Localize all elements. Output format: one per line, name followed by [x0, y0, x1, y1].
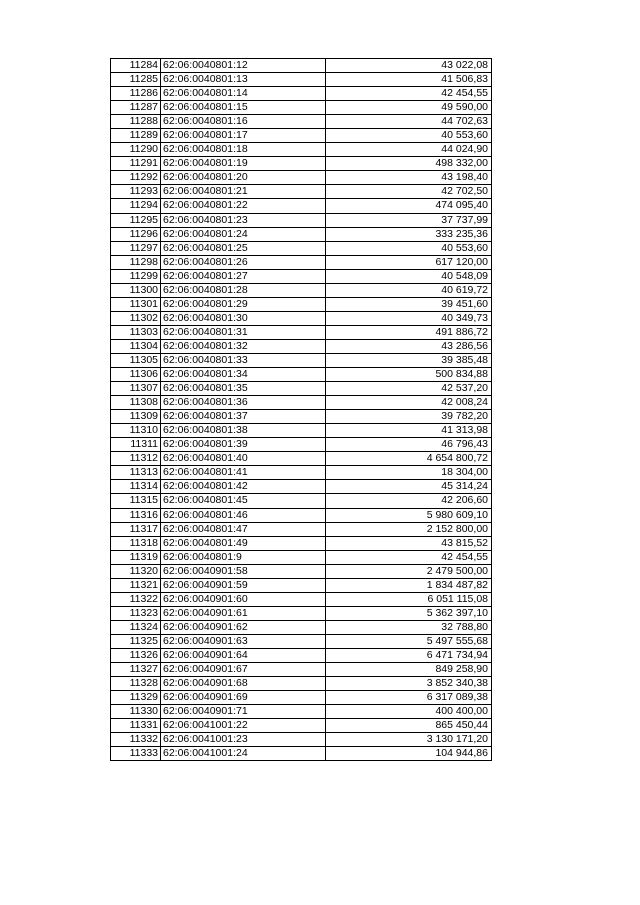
- row-number-cell: 11300: [111, 283, 161, 297]
- cadastral-value-cell: 474 095,40: [326, 199, 492, 213]
- cadastral-value-cell: 40 553,60: [326, 129, 492, 143]
- cadastral-number-cell: 62:06:0040801:38: [161, 424, 326, 438]
- table-row: [111, 157, 492, 171]
- row-number-cell: 11306: [111, 368, 161, 382]
- cadastral-value-cell: 6 471 734,94: [326, 648, 492, 662]
- table-row: [111, 199, 492, 213]
- row-number-cell: 11325: [111, 634, 161, 648]
- table-row: [111, 578, 492, 592]
- table-row: [111, 733, 492, 747]
- row-number-cell: 11295: [111, 213, 161, 227]
- cadastral-value-cell: 44 702,63: [326, 115, 492, 129]
- table-row: [111, 185, 492, 199]
- cadastral-value-cell: 5 362 397,10: [326, 606, 492, 620]
- table-row: [111, 592, 492, 606]
- row-number-cell: 11299: [111, 269, 161, 283]
- cadastral-value-cell: 104 944,86: [326, 747, 492, 761]
- table-row: [111, 171, 492, 185]
- cadastral-number-cell: 62:06:0040801:32: [161, 339, 326, 353]
- cadastral-number-cell: 62:06:0040901:71: [161, 705, 326, 719]
- cadastral-value-cell: 44 024,90: [326, 143, 492, 157]
- row-number-cell: 11310: [111, 424, 161, 438]
- cadastral-number-cell: 62:06:0040801:42: [161, 480, 326, 494]
- cadastral-value-cell: 39 451,60: [326, 297, 492, 311]
- table-row: [111, 101, 492, 115]
- cadastral-number-cell: 62:06:0040801:45: [161, 494, 326, 508]
- cadastral-number-cell: 62:06:0040801:30: [161, 311, 326, 325]
- table-row: [111, 550, 492, 564]
- cadastral-value-cell: 40 349,73: [326, 311, 492, 325]
- cadastral-value-cell: 5 980 609,10: [326, 508, 492, 522]
- cadastral-value-cell: 37 737,99: [326, 213, 492, 227]
- table-row: [111, 606, 492, 620]
- table-row: [111, 564, 492, 578]
- row-number-cell: 11305: [111, 353, 161, 367]
- row-number-cell: 11298: [111, 255, 161, 269]
- cadastral-number-cell: 62:06:0040901:63: [161, 634, 326, 648]
- row-number-cell: 11308: [111, 396, 161, 410]
- cadastral-value-cell: 2 479 500,00: [326, 564, 492, 578]
- row-number-cell: 11292: [111, 171, 161, 185]
- cadastral-number-cell: 62:06:0040801:39: [161, 438, 326, 452]
- cadastral-number-cell: 62:06:0040901:64: [161, 648, 326, 662]
- row-number-cell: 11309: [111, 410, 161, 424]
- row-number-cell: 11327: [111, 663, 161, 677]
- row-number-cell: 11293: [111, 185, 161, 199]
- row-number-cell: 11284: [111, 59, 161, 73]
- row-number-cell: 11333: [111, 747, 161, 761]
- cadastral-value-cell: 3 852 340,38: [326, 677, 492, 691]
- cadastral-value-cell: 2 152 800,00: [326, 522, 492, 536]
- table-row: [111, 283, 492, 297]
- table-row: [111, 536, 492, 550]
- cadastral-value-cell: 46 796,43: [326, 438, 492, 452]
- cadastral-number-cell: 62:06:0040801:14: [161, 87, 326, 101]
- table-row: [111, 325, 492, 339]
- cadastral-value-cell: 41 313,98: [326, 424, 492, 438]
- row-number-cell: 11318: [111, 536, 161, 550]
- row-number-cell: 11294: [111, 199, 161, 213]
- cadastral-number-cell: 62:06:0040801:15: [161, 101, 326, 115]
- table-row: [111, 382, 492, 396]
- cadastral-number-cell: 62:06:0040801:18: [161, 143, 326, 157]
- row-number-cell: 11326: [111, 648, 161, 662]
- row-number-cell: 11313: [111, 466, 161, 480]
- table-row: [111, 129, 492, 143]
- row-number-cell: 11302: [111, 311, 161, 325]
- row-number-cell: 11289: [111, 129, 161, 143]
- table-row: [111, 410, 492, 424]
- cadastral-value-cell: 40 619,72: [326, 283, 492, 297]
- cadastral-number-cell: 62:06:0040801:46: [161, 508, 326, 522]
- table-row: [111, 339, 492, 353]
- table-row: [111, 143, 492, 157]
- cadastral-number-cell: 62:06:0040901:69: [161, 691, 326, 705]
- row-number-cell: 11291: [111, 157, 161, 171]
- row-number-cell: 11328: [111, 677, 161, 691]
- cadastral-number-cell: 62:06:0040801:34: [161, 368, 326, 382]
- cadastral-number-cell: 62:06:0040801:19: [161, 157, 326, 171]
- cadastral-value-cell: 42 008,24: [326, 396, 492, 410]
- cadastral-value-cell: 18 304,00: [326, 466, 492, 480]
- table-row: [111, 213, 492, 227]
- cadastral-number-cell: 62:06:0040801:17: [161, 129, 326, 143]
- row-number-cell: 11287: [111, 101, 161, 115]
- row-number-cell: 11312: [111, 452, 161, 466]
- table-row: [111, 705, 492, 719]
- table-row: [111, 241, 492, 255]
- cadastral-value-cell: 40 553,60: [326, 241, 492, 255]
- cadastral-value-cell: 42 206,60: [326, 494, 492, 508]
- cadastral-number-cell: 62:06:0040901:62: [161, 620, 326, 634]
- cadastral-value-cell: 43 815,52: [326, 536, 492, 550]
- table-row: [111, 691, 492, 705]
- cadastral-value-cell: 865 450,44: [326, 719, 492, 733]
- table-row: [111, 620, 492, 634]
- cadastral-number-cell: 62:06:0040901:60: [161, 592, 326, 606]
- table-row: [111, 297, 492, 311]
- cadastral-number-cell: 62:06:0040801:25: [161, 241, 326, 255]
- cadastral-number-cell: 62:06:0040801:36: [161, 396, 326, 410]
- row-number-cell: 11321: [111, 578, 161, 592]
- table-row: [111, 677, 492, 691]
- row-number-cell: 11304: [111, 339, 161, 353]
- row-number-cell: 11316: [111, 508, 161, 522]
- row-number-cell: 11303: [111, 325, 161, 339]
- row-number-cell: 11285: [111, 73, 161, 87]
- cadastral-value-cell: 400 400,00: [326, 705, 492, 719]
- cadastral-number-cell: 62:06:0040801:49: [161, 536, 326, 550]
- row-number-cell: 11322: [111, 592, 161, 606]
- cadastral-number-cell: 62:06:0040901:67: [161, 663, 326, 677]
- cadastral-value-cell: 43 286,56: [326, 339, 492, 353]
- row-number-cell: 11323: [111, 606, 161, 620]
- cadastral-number-cell: 62:06:0040801:29: [161, 297, 326, 311]
- cadastral-value-cell: 1 834 487,82: [326, 578, 492, 592]
- cadastral-value-cell: 40 548,09: [326, 269, 492, 283]
- table-row: [111, 438, 492, 452]
- table-body: [111, 59, 492, 761]
- cadastral-number-cell: 62:06:0040901:61: [161, 606, 326, 620]
- cadastral-number-cell: 62:06:0040801:22: [161, 199, 326, 213]
- cadastral-value-cell: 500 834,88: [326, 368, 492, 382]
- cadastral-value-cell: 42 454,55: [326, 550, 492, 564]
- row-number-cell: 11296: [111, 227, 161, 241]
- cadastral-number-cell: 62:06:0040801:37: [161, 410, 326, 424]
- cadastral-number-cell: 62:06:0040801:20: [161, 171, 326, 185]
- table-row: [111, 522, 492, 536]
- cadastral-value-cell: 32 788,80: [326, 620, 492, 634]
- row-number-cell: 11315: [111, 494, 161, 508]
- row-number-cell: 11320: [111, 564, 161, 578]
- cadastral-value-cell: 45 314,24: [326, 480, 492, 494]
- cadastral-value-cell: 498 332,00: [326, 157, 492, 171]
- table-row: [111, 480, 492, 494]
- row-number-cell: 11319: [111, 550, 161, 564]
- cadastral-number-cell: 62:06:0040801:40: [161, 452, 326, 466]
- row-number-cell: 11331: [111, 719, 161, 733]
- cadastral-value-cell: 43 198,40: [326, 171, 492, 185]
- row-number-cell: 11297: [111, 241, 161, 255]
- cadastral-number-cell: 62:06:0040801:33: [161, 353, 326, 367]
- cadastral-value-cell: 3 130 171,20: [326, 733, 492, 747]
- row-number-cell: 11290: [111, 143, 161, 157]
- cadastral-number-cell: 62:06:0040801:9: [161, 550, 326, 564]
- cadastral-number-cell: 62:06:0040801:47: [161, 522, 326, 536]
- cadastral-number-cell: 62:06:0041001:23: [161, 733, 326, 747]
- cadastral-number-cell: 62:06:0040801:26: [161, 255, 326, 269]
- cadastral-value-cell: 6 317 089,38: [326, 691, 492, 705]
- table-row: [111, 87, 492, 101]
- row-number-cell: 11329: [111, 691, 161, 705]
- cadastral-value-cell: 41 506,83: [326, 73, 492, 87]
- table-row: [111, 59, 492, 73]
- row-number-cell: 11286: [111, 87, 161, 101]
- cadastral-number-cell: 62:06:0040901:58: [161, 564, 326, 578]
- cadastral-number-cell: 62:06:0040901:68: [161, 677, 326, 691]
- table-row: [111, 508, 492, 522]
- cadastral-value-cell: 43 022,08: [326, 59, 492, 73]
- cadastral-value-cell: 42 702,50: [326, 185, 492, 199]
- table-row: [111, 73, 492, 87]
- cadastral-number-cell: 62:06:0040801:13: [161, 73, 326, 87]
- table-row: [111, 368, 492, 382]
- row-number-cell: 11332: [111, 733, 161, 747]
- row-number-cell: 11324: [111, 620, 161, 634]
- table-row: [111, 115, 492, 129]
- cadastral-number-cell: 62:06:0040801:24: [161, 227, 326, 241]
- cadastral-number-cell: 62:06:0040801:31: [161, 325, 326, 339]
- row-number-cell: 11307: [111, 382, 161, 396]
- cadastral-number-cell: 62:06:0040901:59: [161, 578, 326, 592]
- cadastral-value-cell: 42 454,55: [326, 87, 492, 101]
- cadastral-value-cell: 42 537,20: [326, 382, 492, 396]
- row-number-cell: 11301: [111, 297, 161, 311]
- cadastral-value-cell: 39 782,20: [326, 410, 492, 424]
- table-row: [111, 227, 492, 241]
- cadastral-number-cell: 62:06:0041001:22: [161, 719, 326, 733]
- cadastral-value-cell: 617 120,00: [326, 255, 492, 269]
- table-row: [111, 269, 492, 283]
- table-row: [111, 663, 492, 677]
- cadastral-number-cell: 62:06:0041001:24: [161, 747, 326, 761]
- cadastral-number-cell: 62:06:0040801:23: [161, 213, 326, 227]
- table-row: [111, 719, 492, 733]
- cadastral-value-cell: 849 258,90: [326, 663, 492, 677]
- table-row: [111, 396, 492, 410]
- cadastral-value-cell: 491 886,72: [326, 325, 492, 339]
- row-number-cell: 11317: [111, 522, 161, 536]
- table-row: [111, 311, 492, 325]
- cadastral-value-cell: 4 654 800,72: [326, 452, 492, 466]
- cadastral-value-cell: 39 385,48: [326, 353, 492, 367]
- cadastral-value-cell: 5 497 555,68: [326, 634, 492, 648]
- cadastral-number-cell: 62:06:0040801:16: [161, 115, 326, 129]
- table-row: [111, 424, 492, 438]
- cadastral-value-cell: 49 590,00: [326, 101, 492, 115]
- cadastral-number-cell: 62:06:0040801:35: [161, 382, 326, 396]
- cadastral-number-cell: 62:06:0040801:27: [161, 269, 326, 283]
- cadastral-number-cell: 62:06:0040801:12: [161, 59, 326, 73]
- cadastral-value-table: [110, 58, 492, 761]
- table-row: [111, 255, 492, 269]
- table-row: [111, 452, 492, 466]
- table-row: [111, 494, 492, 508]
- row-number-cell: 11311: [111, 438, 161, 452]
- table-row: [111, 353, 492, 367]
- table-row: [111, 634, 492, 648]
- cadastral-value-cell: 333 235,36: [326, 227, 492, 241]
- cadastral-number-cell: 62:06:0040801:41: [161, 466, 326, 480]
- cadastral-number-cell: 62:06:0040801:21: [161, 185, 326, 199]
- cadastral-value-cell: 6 051 115,08: [326, 592, 492, 606]
- table-row: [111, 747, 492, 761]
- table-row: [111, 466, 492, 480]
- cadastral-number-cell: 62:06:0040801:28: [161, 283, 326, 297]
- row-number-cell: 11330: [111, 705, 161, 719]
- row-number-cell: 11288: [111, 115, 161, 129]
- table-row: [111, 648, 492, 662]
- row-number-cell: 11314: [111, 480, 161, 494]
